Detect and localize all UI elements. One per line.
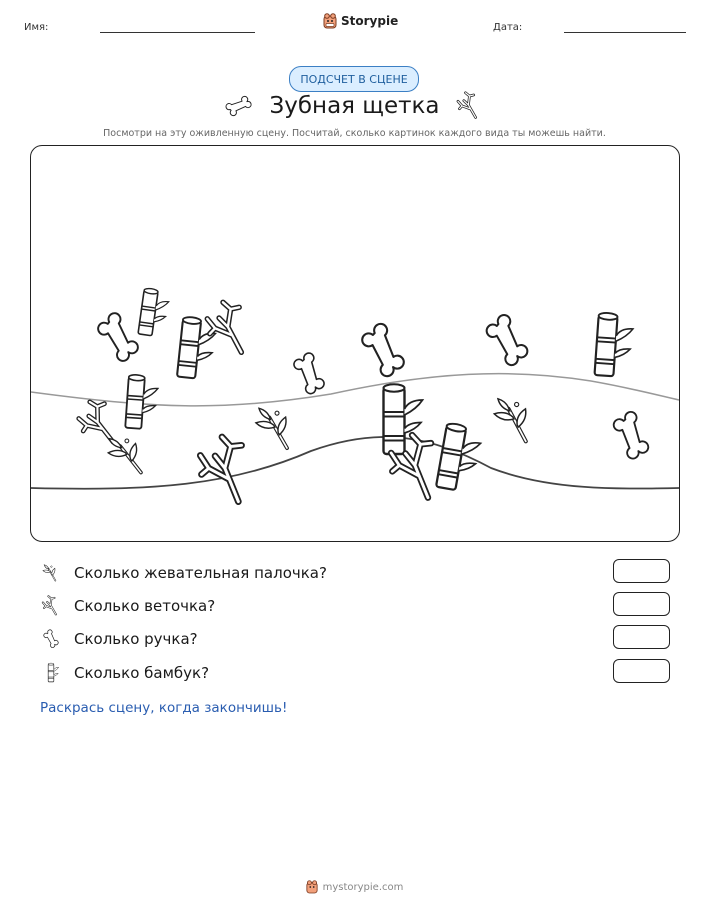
bamboo <box>436 423 483 493</box>
worksheet-type-badge: ПОДСЧЕТ В СЦЕНЕ <box>289 66 419 92</box>
storypie-logo-icon <box>306 880 318 894</box>
bone <box>353 320 415 381</box>
name-label: Имя: <box>24 22 49 33</box>
twig-icon <box>40 595 62 617</box>
twig-icon <box>454 90 484 122</box>
answer-box[interactable] <box>613 625 670 649</box>
answer-box[interactable] <box>613 592 670 616</box>
date-field[interactable] <box>564 32 686 33</box>
chew-stick <box>250 399 299 455</box>
brand-name: Storypie <box>341 14 399 28</box>
question-row <box>40 593 215 619</box>
bone <box>605 408 659 463</box>
bone <box>478 311 538 369</box>
page-title: Зубная щетка <box>269 93 440 119</box>
coloring-instruction: Раскрась сцену, когда закончишь! <box>40 700 288 716</box>
bone-icon <box>40 628 62 650</box>
chew-stick <box>489 390 539 449</box>
twig <box>200 297 259 362</box>
name-field[interactable] <box>100 32 255 33</box>
hill-line-lower <box>31 437 679 489</box>
storypie-logo-icon <box>323 13 337 29</box>
counting-scene <box>30 145 680 542</box>
answer-box[interactable] <box>613 559 670 583</box>
question-row <box>40 626 198 652</box>
question-text: Сколько ручка? <box>74 630 198 648</box>
brand-logo <box>323 13 398 29</box>
bamboo <box>595 312 634 377</box>
question-text: Сколько бамбук? <box>74 664 210 682</box>
question-text: Сколько жевательная палочка? <box>74 564 327 582</box>
footer <box>0 880 709 894</box>
bone <box>286 350 333 398</box>
bamboo-icon <box>40 662 62 684</box>
question-row <box>40 560 327 586</box>
bamboo <box>138 288 170 338</box>
footer-site[interactable]: mystorypie.com <box>322 881 404 893</box>
bone <box>90 309 147 364</box>
question-row <box>40 660 209 686</box>
chew-stick-icon <box>40 562 62 584</box>
date-label: Дата: <box>493 22 523 33</box>
answer-box[interactable] <box>613 659 670 683</box>
question-text: Сколько веточка? <box>74 597 216 615</box>
instructions: Посмотри на эту оживленную сцену. Посчитай, сколько картинок каждого вида ты можешь найти. <box>103 128 606 139</box>
bamboo <box>125 374 159 429</box>
